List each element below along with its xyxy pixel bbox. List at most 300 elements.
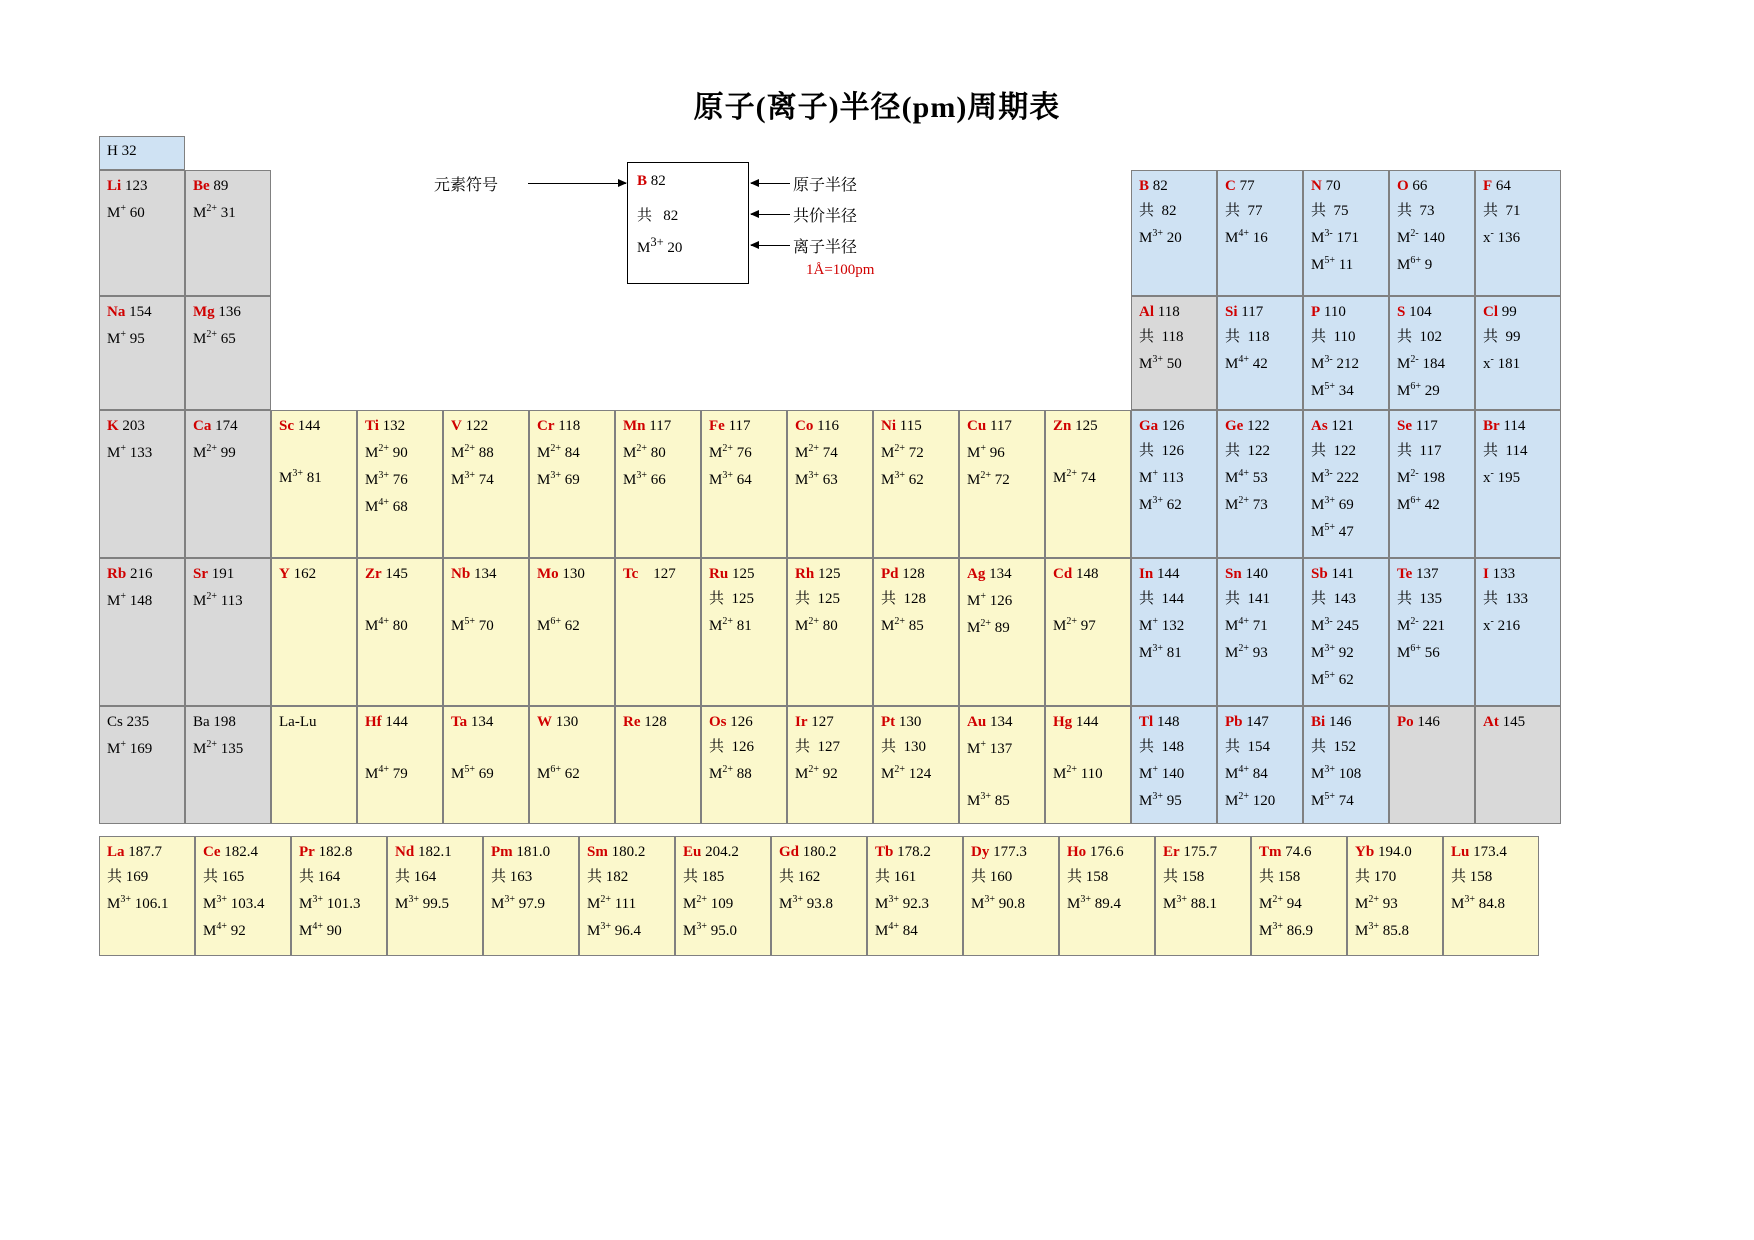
element-radius-line: 共 71 — [1483, 203, 1521, 219]
element-cell-Rh[interactable] — [787, 558, 873, 706]
element-symbol: Pm — [491, 844, 513, 860]
legend-ionic-value: 20 — [667, 240, 683, 256]
element-atomic-radius: 133 — [1488, 566, 1516, 582]
element-atomic-radius: 128 — [898, 566, 925, 582]
lanthanide-cell-Pr[interactable] — [291, 836, 387, 956]
element-header — [365, 567, 436, 582]
element-header — [1397, 715, 1468, 730]
element-cell-Te[interactable] — [1389, 558, 1475, 706]
element-radius-line: 共 75 — [1311, 203, 1349, 219]
element-atomic-radius: 125 — [1071, 418, 1098, 434]
element-header — [365, 715, 436, 730]
element-cell-Fe[interactable] — [701, 410, 787, 558]
element-atomic-radius: 191 — [208, 566, 235, 582]
element-symbol: Pr — [299, 844, 315, 860]
element-radius-line: $M^{3+}$ 20 — [1139, 228, 1182, 246]
element-cell-Re[interactable] — [615, 706, 701, 824]
arrow-ionic — [751, 245, 790, 246]
element-radius-line: $M^{3+}$ 90.8 — [971, 894, 1025, 912]
element-radius-line: $M^{3+}$ 86.9 — [1259, 921, 1313, 939]
element-header — [451, 567, 522, 582]
element-radius-line: $M^{2-}$ 221 — [1397, 616, 1445, 634]
element-cell-At[interactable] — [1475, 706, 1561, 824]
element-symbol: Rb — [107, 566, 127, 582]
element-radius-line: 共 170 — [1355, 869, 1397, 885]
element-header — [967, 419, 1038, 434]
element-atomic-radius: 144 — [381, 714, 408, 730]
element-cell-Bi[interactable] — [1303, 706, 1389, 824]
element-symbol: Ca — [193, 418, 212, 434]
element-radius-line: x- 216 — [1483, 616, 1521, 634]
element-atomic-radius: 66 — [1408, 178, 1428, 194]
element-symbol: Mo — [537, 566, 559, 582]
element-cell-Cr[interactable] — [529, 410, 615, 558]
element-symbol: Yb — [1355, 844, 1375, 860]
element-header — [107, 715, 178, 730]
element-header — [193, 567, 264, 582]
element-header — [1139, 179, 1210, 194]
element-cell-Br[interactable] — [1475, 410, 1561, 558]
arrow-atomic — [751, 183, 790, 184]
element-radius-line: $M^{3+}$ 76 — [365, 470, 408, 488]
element-radius-line: 共 118 — [1225, 329, 1270, 345]
element-symbol: Hg — [1053, 714, 1073, 730]
element-radius-line: $M^{3+}$ 85 — [967, 791, 1010, 809]
element-cell-Au[interactable] — [959, 706, 1045, 824]
element-cell-Si[interactable] — [1217, 296, 1303, 410]
element-header — [881, 419, 952, 434]
lanthanide-cell-Ce[interactable] — [195, 836, 291, 956]
element-cell-Se[interactable] — [1389, 410, 1475, 558]
element-header — [1163, 845, 1244, 860]
element-radius-line: $M^{3+}$ 62 — [1139, 495, 1182, 513]
element-atomic-radius: 140 — [1241, 566, 1268, 582]
element-radius-line: $M^{2+}$ 80 — [623, 443, 666, 461]
element-radius-line: $M^{6+}$ 62 — [537, 764, 580, 782]
element-atomic-radius: 130 — [552, 714, 579, 730]
element-atomic-radius: 173.4 — [1469, 844, 1507, 860]
element-header — [395, 845, 476, 860]
element-radius-line: 共 125 — [795, 591, 841, 607]
element-atomic-radius: 177.3 — [989, 844, 1027, 860]
element-cell-Cd[interactable] — [1045, 558, 1131, 706]
element-radius-line: $M^{3+}$ 97.9 — [491, 894, 545, 912]
element-radius-line: $M^{2+}$ 94 — [1259, 894, 1302, 912]
element-radius-line: $M^{3+}$ 69 — [537, 470, 580, 488]
legend-atomic-value: 82 — [650, 173, 666, 189]
element-cell-I[interactable] — [1475, 558, 1561, 706]
element-header — [279, 419, 350, 434]
element-cell-Ga[interactable] — [1131, 410, 1217, 558]
element-atomic-radius: 115 — [896, 418, 922, 434]
element-header — [107, 567, 178, 582]
element-radius-line: 共 144 — [1139, 591, 1185, 607]
element-radius-line: $M^{2+}$ 31 — [193, 203, 236, 221]
element-radius-line: 共 114 — [1483, 443, 1528, 459]
element-header — [1451, 845, 1532, 860]
element-symbol: Co — [795, 418, 814, 434]
element-header — [623, 567, 694, 582]
element-cell-Ir[interactable] — [787, 706, 873, 824]
element-radius-line: $M^{2+}$ 76 — [709, 443, 752, 461]
element-cell-W[interactable] — [529, 706, 615, 824]
element-atomic-radius: 180.2 — [607, 844, 646, 860]
element-cell-Cl[interactable] — [1475, 296, 1561, 410]
element-radius-line: M+ 96 — [967, 443, 1005, 461]
element-radius-line: 共 102 — [1397, 329, 1443, 345]
element-symbol: Mg — [193, 304, 215, 320]
lanthanide-cell-Yb[interactable] — [1347, 836, 1443, 956]
element-symbol: Ru — [709, 566, 729, 582]
lanthanide-cell-Er[interactable] — [1155, 836, 1251, 956]
element-radius-line: 共 133 — [1483, 591, 1529, 607]
element-cell-Na[interactable] — [99, 296, 185, 410]
element-radius-line: $M^{3+}$ 93.8 — [779, 894, 833, 912]
element-cell-Ba[interactable] — [185, 706, 271, 824]
lanthanide-cell-Sm[interactable] — [579, 836, 675, 956]
element-header — [971, 845, 1052, 860]
element-radius-line: x- 195 — [1483, 468, 1521, 486]
element-radius-line — [537, 740, 608, 755]
element-radius-line: $M^{3+}$ 64 — [709, 470, 752, 488]
element-atomic-radius: 198 — [209, 714, 236, 730]
element-cell-Sb[interactable] — [1303, 558, 1389, 706]
element-atomic-radius: 125 — [814, 566, 841, 582]
element-symbol: Ir — [795, 714, 808, 730]
lanthanide-cell-Eu[interactable] — [675, 836, 771, 956]
element-cell-Ru[interactable] — [701, 558, 787, 706]
element-radius-line: M+ 132 — [1139, 616, 1185, 634]
element-cell-N[interactable] — [1303, 170, 1389, 296]
element-symbol: In — [1139, 566, 1154, 582]
lanthanide-cell-Tb[interactable] — [867, 836, 963, 956]
element-cell-Zn[interactable] — [1045, 410, 1131, 558]
element-header — [709, 419, 780, 434]
element-header — [451, 715, 522, 730]
element-radius-line: $M^{3+}$ 62 — [881, 470, 924, 488]
element-cell-Ag[interactable] — [959, 558, 1045, 706]
element-header — [1053, 715, 1124, 730]
element-radius-line: $M^{4+}$ 84 — [1225, 764, 1268, 782]
element-radius-line: 共 148 — [1139, 739, 1185, 755]
element-radius-line: $M^{2+}$ 88 — [709, 764, 752, 782]
element-symbol: V — [451, 418, 462, 434]
element-atomic-radius: 117 — [645, 418, 672, 434]
element-atomic-radius: 127 — [638, 566, 676, 582]
element-atomic-radius: 32 — [117, 143, 137, 159]
lanthanide-cell-Pm[interactable] — [483, 836, 579, 956]
element-header — [779, 845, 860, 860]
element-atomic-radius: 125 — [728, 566, 755, 582]
element-atomic-radius: 148 — [1153, 714, 1180, 730]
element-radius-line: $M^{3+}$ 92.3 — [875, 894, 929, 912]
element-radius-line: $M^{3+}$ 89.4 — [1067, 894, 1121, 912]
element-cell-H[interactable] — [99, 136, 185, 170]
element-cell-Rb[interactable] — [99, 558, 185, 706]
element-radius-line: $M^{6+}$ 56 — [1397, 643, 1440, 661]
element-atomic-radius: 181.0 — [512, 844, 551, 860]
lanthanide-cell-Dy[interactable] — [963, 836, 1059, 956]
element-radius-line: $M^{2+}$ 74 — [1053, 468, 1096, 486]
element-cell-In[interactable] — [1131, 558, 1217, 706]
element-cell-Mo[interactable] — [529, 558, 615, 706]
element-symbol: Dy — [971, 844, 990, 860]
element-radius-line: 共 82 — [1139, 203, 1177, 219]
element-radius-line: $M^{2-}$ 184 — [1397, 354, 1445, 372]
element-cell-Cs[interactable] — [99, 706, 185, 824]
element-header — [623, 715, 694, 730]
element-header — [1139, 419, 1210, 434]
element-header — [299, 845, 380, 860]
lanthanide-cell-Lu[interactable] — [1443, 836, 1539, 956]
element-radius-line: $M^{4+}$ 53 — [1225, 468, 1268, 486]
element-cell-V[interactable] — [443, 410, 529, 558]
element-header — [1225, 305, 1296, 320]
element-cell-P[interactable] — [1303, 296, 1389, 410]
element-radius-line: M+ 169 — [107, 739, 153, 757]
element-cell-Al[interactable] — [1131, 296, 1217, 410]
element-cell-Mn[interactable] — [615, 410, 701, 558]
element-cell-Os[interactable] — [701, 706, 787, 824]
element-atomic-radius: 123 — [121, 178, 148, 194]
element-radius-line: 共 122 — [1311, 443, 1357, 459]
element-radius-line: $M^{2+}$ 113 — [193, 591, 243, 609]
element-radius-line: $M^{4+}$ 68 — [365, 497, 408, 515]
element-header — [1311, 179, 1382, 194]
element-header — [709, 567, 780, 582]
element-header — [1355, 845, 1436, 860]
element-radius-line: 共 164 — [395, 869, 437, 885]
element-cell-Ta[interactable] — [443, 706, 529, 824]
element-radius-line — [1053, 740, 1124, 755]
element-radius-line: 共 125 — [709, 591, 755, 607]
element-atomic-radius: 117 — [724, 418, 751, 434]
element-header — [537, 715, 608, 730]
element-atomic-radius: 128 — [640, 714, 667, 730]
element-atomic-radius: 64 — [1492, 178, 1511, 194]
element-cell-Y[interactable] — [271, 558, 357, 706]
element-cell-Ge[interactable] — [1217, 410, 1303, 558]
element-radius-line: $M^{2+}$ 93 — [1355, 894, 1398, 912]
element-cell-As[interactable] — [1303, 410, 1389, 558]
element-atomic-radius: 122 — [1243, 418, 1270, 434]
element-cell-F[interactable] — [1475, 170, 1561, 296]
element-symbol: Ce — [203, 844, 221, 860]
element-atomic-radius: 134 — [985, 566, 1012, 582]
element-radius-line: $M^{3+}$ 92 — [1311, 643, 1354, 661]
element-symbol: Ga — [1139, 418, 1159, 434]
element-radius-line: $M^{5+}$ 47 — [1311, 522, 1354, 540]
element-header — [107, 419, 178, 434]
element-radius-line: $M^{3+}$ 63 — [795, 470, 838, 488]
legend-covalent-value: 82 — [663, 208, 679, 224]
element-radius-line: $M^{6+}$ 29 — [1397, 381, 1440, 399]
element-radius-line: 共 73 — [1397, 203, 1435, 219]
element-header — [537, 567, 608, 582]
element-header — [193, 305, 264, 320]
element-cell-Mg[interactable] — [185, 296, 271, 410]
element-radius-line: $M^{3+}$ 101.3 — [299, 894, 361, 912]
legend-covalent-label: 共 — [637, 208, 653, 224]
legend-unit-note: 1Å=100pm — [806, 262, 875, 278]
element-symbol: Si — [1225, 304, 1238, 320]
element-atomic-radius: 145 — [381, 566, 408, 582]
element-symbol: O — [1397, 178, 1409, 194]
lanthanide-cell-Ho[interactable] — [1059, 836, 1155, 956]
element-header — [203, 845, 284, 860]
element-radius-line: 共 169 — [107, 869, 149, 885]
element-radius-line: $M^{4+}$ 80 — [365, 616, 408, 634]
element-symbol: Lu — [1451, 844, 1470, 860]
element-radius-line — [1053, 444, 1124, 459]
element-radius-line — [365, 592, 436, 607]
element-cell-K[interactable] — [99, 410, 185, 558]
legend-annotation-ionic: 离子半径 — [793, 239, 858, 256]
element-symbol: Pb — [1225, 714, 1243, 730]
lanthanide-cell-Tm[interactable] — [1251, 836, 1347, 956]
element-atomic-radius: 127 — [807, 714, 834, 730]
element-symbol: H — [107, 143, 118, 159]
element-symbol: Cs — [107, 714, 123, 730]
element-header — [107, 845, 188, 860]
element-symbol: Ba — [193, 714, 210, 730]
element-atomic-radius: 203 — [118, 418, 145, 434]
element-symbol: Li — [107, 178, 122, 194]
element-radius-line: $M^{4+}$ 71 — [1225, 616, 1268, 634]
element-cell-Tc[interactable] — [615, 558, 701, 706]
element-header — [795, 567, 866, 582]
element-header — [967, 567, 1038, 582]
element-symbol: Sn — [1225, 566, 1242, 582]
element-cell-Tl[interactable] — [1131, 706, 1217, 824]
element-cell-Nb[interactable] — [443, 558, 529, 706]
element-symbol: Al — [1139, 304, 1154, 320]
element-radius-line: x- 181 — [1483, 354, 1521, 372]
element-atomic-radius: 99 — [1498, 304, 1517, 320]
element-radius-line: 共 160 — [971, 869, 1013, 885]
element-atomic-radius: 146 — [1325, 714, 1352, 730]
element-cell-O[interactable] — [1389, 170, 1475, 296]
element-cell-Co[interactable] — [787, 410, 873, 558]
element-cell-Hg[interactable] — [1045, 706, 1131, 824]
element-symbol: C — [1225, 178, 1236, 194]
element-atomic-radius: 117 — [986, 418, 1012, 434]
element-atomic-radius: 134 — [986, 714, 1013, 730]
element-symbol: Hf — [365, 714, 382, 730]
element-atomic-radius: 89 — [209, 178, 229, 194]
legend-annotation-symbol: 元素符号 — [434, 177, 499, 194]
element-symbol: Sb — [1311, 566, 1328, 582]
element-symbol: Nb — [451, 566, 471, 582]
element-symbol: Be — [193, 178, 210, 194]
lanthanide-cell-Nd[interactable] — [387, 836, 483, 956]
element-atomic-radius: 77 — [1235, 178, 1255, 194]
element-cell-Sc[interactable] — [271, 410, 357, 558]
element-cell-Po[interactable] — [1389, 706, 1475, 824]
element-header — [881, 567, 952, 582]
element-radius-line: $M^{4+}$ 42 — [1225, 354, 1268, 372]
element-radius-line: M+ 133 — [107, 443, 153, 461]
element-atomic-radius: 187.7 — [124, 844, 163, 860]
element-header — [107, 305, 178, 320]
element-atomic-radius: 144 — [1072, 714, 1099, 730]
element-radius-line: M+ 137 — [967, 739, 1013, 757]
page-title: 原子(离子)半径(pm)周期表 — [693, 91, 1061, 124]
element-header — [967, 715, 1038, 730]
element-header — [1397, 179, 1468, 194]
element-cell-B[interactable] — [1131, 170, 1217, 296]
element-radius-line: $M^{3-}$ 171 — [1311, 228, 1359, 246]
lanthanide-cell-La[interactable] — [99, 836, 195, 956]
element-cell-Sr[interactable] — [185, 558, 271, 706]
element-radius-line: $M^{3+}$ 81 — [279, 468, 322, 486]
element-cell-Pt[interactable] — [873, 706, 959, 824]
element-cell-Cu[interactable] — [959, 410, 1045, 558]
element-radius-line: $M^{2+}$ 110 — [1053, 764, 1103, 782]
element-cell-Sn[interactable] — [1217, 558, 1303, 706]
element-radius-line: 共 128 — [881, 591, 927, 607]
element-symbol: Re — [623, 714, 641, 730]
element-symbol: Ni — [881, 418, 896, 434]
element-symbol: Cd — [1053, 566, 1073, 582]
element-header — [1225, 179, 1296, 194]
element-radius-line: 共 165 — [203, 869, 245, 885]
element-header — [1139, 305, 1210, 320]
element-cell-Pb[interactable] — [1217, 706, 1303, 824]
element-atomic-radius: 74.6 — [1281, 844, 1312, 860]
element-cell-C[interactable] — [1217, 170, 1303, 296]
element-cell-Pd[interactable] — [873, 558, 959, 706]
element-atomic-radius: 134 — [467, 714, 494, 730]
legend-ionic-line — [637, 235, 682, 257]
element-symbol: Ag — [967, 566, 986, 582]
element-radius-line — [279, 444, 350, 459]
element-radius-line: $M^{3+}$ 108 — [1311, 764, 1362, 782]
element-atomic-radius: 117 — [1237, 304, 1264, 320]
element-radius-line: $M^{2+}$ 81 — [709, 616, 752, 634]
element-cell-Zr[interactable] — [357, 558, 443, 706]
element-cell-Ni[interactable] — [873, 410, 959, 558]
element-radius-line: 共 158 — [1451, 869, 1493, 885]
element-symbol: As — [1311, 418, 1328, 434]
element-symbol: S — [1397, 304, 1406, 320]
element-radius-line: $M^{2+}$ 93 — [1225, 643, 1268, 661]
element-radius-line: 共 143 — [1311, 591, 1357, 607]
element-atomic-radius: 148 — [1072, 566, 1099, 582]
element-cell-Ti[interactable] — [357, 410, 443, 558]
element-cell-LaLu[interactable] — [271, 706, 357, 824]
element-radius-line: $M^{2-}$ 198 — [1397, 468, 1445, 486]
lanthanide-cell-Gd[interactable] — [771, 836, 867, 956]
element-radius-line: $M^{3+}$ 103.4 — [203, 894, 265, 912]
element-radius-line: M+ 113 — [1139, 468, 1184, 486]
element-radius-line: 共 117 — [1397, 443, 1442, 459]
element-cell-Be[interactable] — [185, 170, 271, 296]
element-atomic-radius: 162 — [289, 566, 317, 582]
element-atomic-radius: 204.2 — [701, 844, 739, 860]
element-cell-Hf[interactable] — [357, 706, 443, 824]
element-symbol: P — [1311, 304, 1321, 320]
element-atomic-radius: 118 — [1154, 304, 1180, 320]
element-radius-line: $M^{6+}$ 42 — [1397, 495, 1440, 513]
element-symbol: N — [1311, 178, 1322, 194]
element-atomic-radius: 137 — [1412, 566, 1439, 582]
element-symbol: Ho — [1067, 844, 1087, 860]
element-atomic-radius: 178.2 — [893, 844, 931, 860]
element-cell-Ca[interactable] — [185, 410, 271, 558]
element-cell-S[interactable] — [1389, 296, 1475, 410]
element-cell-Li[interactable] — [99, 170, 185, 296]
